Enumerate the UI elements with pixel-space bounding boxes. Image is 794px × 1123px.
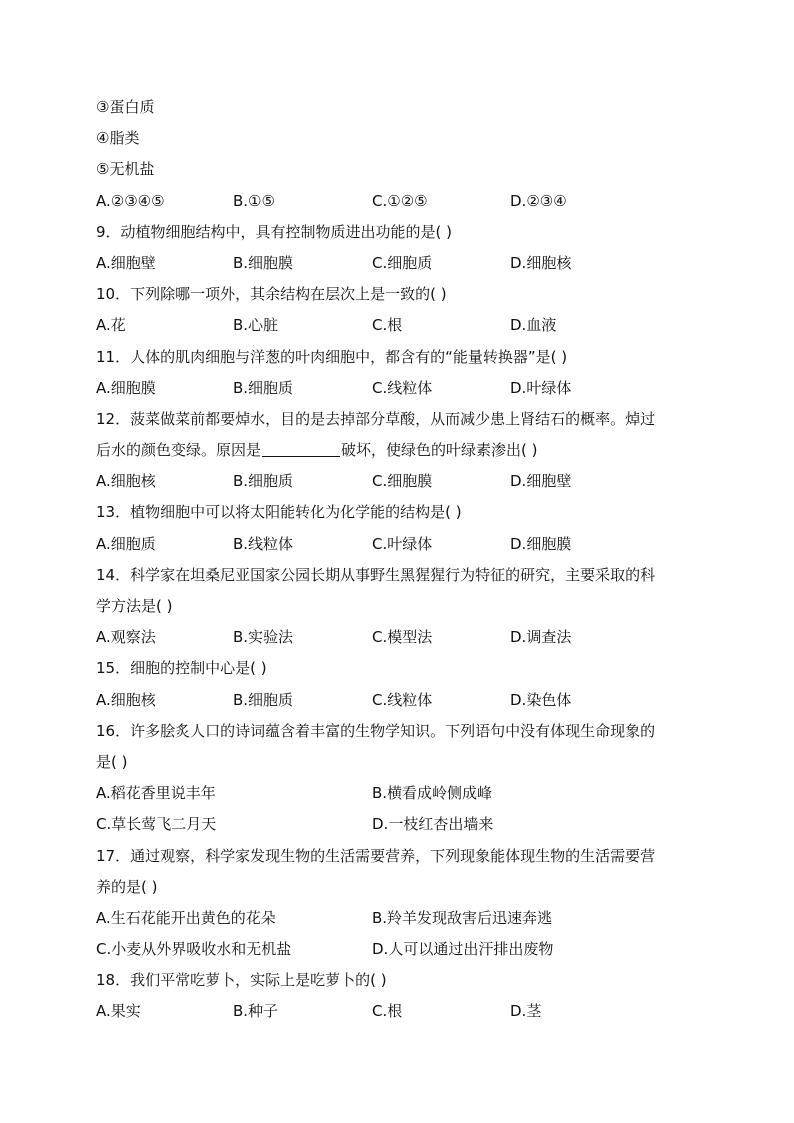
question-stem: 学方法是( )	[96, 597, 173, 615]
q8-option-d: D.②③④	[510, 191, 567, 210]
option-d: D.茎	[510, 1002, 542, 1021]
stem-text: 破坏，使绿色的叶绿素渗出( )	[341, 441, 538, 460]
question-stem: 是( )	[96, 752, 128, 771]
option-a: A.观察法	[96, 628, 156, 647]
option-a: A.细胞质	[96, 534, 156, 553]
option-c: C.线粒体	[372, 690, 433, 709]
option-d: D.人可以通过出汗排出废物	[372, 940, 554, 959]
q8-item-3: ③蛋白质	[96, 98, 155, 116]
options-row	[96, 934, 716, 965]
stem-text: 后水的颜色变绿。原因是	[96, 441, 262, 460]
question-stem	[96, 435, 716, 466]
exam-page	[96, 92, 716, 1028]
question-stem: 养的是( )	[96, 877, 158, 896]
options-row	[96, 778, 716, 809]
option-d: D.细胞壁	[510, 472, 572, 491]
option-a: A.细胞膜	[96, 378, 156, 397]
option-a: A.花	[96, 316, 126, 335]
option-c: C.叶绿体	[372, 534, 433, 553]
option-b: B.羚羊发现敌害后迅速奔逃	[372, 908, 553, 927]
option-c: C.模型法	[372, 628, 433, 647]
question-stem: 9．动植物细胞结构中，具有控制物质进出功能的是( )	[96, 222, 453, 241]
question-stem: 17．通过观察，科学家发现生物的生活需要营养，下列现象能体现生物的生活需要营	[96, 846, 656, 865]
options-row	[96, 248, 716, 279]
option-c: C.线粒体	[372, 378, 433, 397]
q8-item-5: ⑤无机盐	[96, 160, 155, 179]
question-stem: 11．人体的肌肉细胞与洋葱的叶肉细胞中，都含有的“能量转换器”是( )	[96, 347, 568, 366]
options-row	[96, 996, 716, 1027]
option-c: C.小麦从外界吸收水和无机盐	[96, 940, 292, 959]
options-row	[96, 373, 716, 404]
option-d: D.一枝红杏出墙来	[372, 815, 494, 834]
option-b: B.细胞膜	[233, 253, 294, 272]
question-stem: 16．许多脍炙人口的诗词蕴含着丰富的生物学知识。下列语句中没有体现生命现象的	[96, 721, 656, 740]
option-b: B.线粒体	[233, 534, 294, 553]
option-a: A.细胞壁	[96, 253, 156, 272]
question-stem: 10．下列除哪一项外，其余结构在层次上是一致的( )	[96, 285, 447, 304]
option-a: A.稻花香里说丰年	[96, 784, 216, 803]
option-b: B.实验法	[233, 628, 294, 647]
options-row	[96, 466, 716, 497]
question-stem: 14．科学家在坦桑尼亚国家公园长期从事野生黑猩猩行为特征的研究，主要采取的科	[96, 565, 656, 584]
option-d: D.血液	[510, 316, 557, 335]
option-d: D.调查法	[510, 628, 572, 647]
option-b: B.心脏	[233, 316, 279, 335]
options-row	[96, 622, 716, 653]
q8-option-a: A.②③④⑤	[96, 191, 165, 210]
option-a: A.生石花能开出黄色的花朵	[96, 908, 276, 927]
options-row	[96, 529, 716, 560]
option-a: A.果实	[96, 1002, 141, 1021]
question-stem: 15．细胞的控制中心是( )	[96, 659, 267, 678]
options-row	[96, 685, 716, 716]
question-stem: 12．菠菜做菜前都要焯水，目的是去掉部分草酸，从而减少患上肾结石的概率。焯过	[96, 409, 656, 428]
option-d: D.染色体	[510, 690, 572, 709]
option-c: C.细胞膜	[372, 472, 433, 491]
options-row	[96, 903, 716, 934]
q8-option-b: B.①⑤	[233, 191, 275, 210]
option-b: B.细胞质	[233, 690, 294, 709]
options-row	[96, 809, 716, 840]
q8-item-4: ④脂类	[96, 129, 140, 148]
options-row	[96, 310, 716, 341]
option-b: B.细胞质	[233, 472, 294, 491]
question-list	[96, 217, 716, 1028]
option-d: D.细胞膜	[510, 534, 572, 553]
q8-options	[96, 186, 716, 217]
option-b: B.细胞质	[233, 378, 294, 397]
option-a: A.细胞核	[96, 690, 156, 709]
question-stem: 18．我们平常吃萝卜，实际上是吃萝卜的( )	[96, 971, 387, 990]
fill-in-blank[interactable]	[262, 441, 340, 457]
option-c: C.根	[372, 1002, 403, 1021]
option-c: C.草长莺飞二月天	[96, 815, 217, 834]
option-b: B.横看成岭侧成峰	[372, 784, 493, 803]
option-d: D.细胞核	[510, 253, 572, 272]
option-c: C.细胞质	[372, 253, 433, 272]
option-c: C.根	[372, 316, 403, 335]
option-b: B.种子	[233, 1002, 279, 1021]
option-a: A.细胞核	[96, 472, 156, 491]
q8-option-c: C.①②⑤	[372, 191, 428, 210]
question-stem: 13．植物细胞中可以将太阳能转化为化学能的结构是( )	[96, 503, 462, 522]
option-d: D.叶绿体	[510, 378, 572, 397]
